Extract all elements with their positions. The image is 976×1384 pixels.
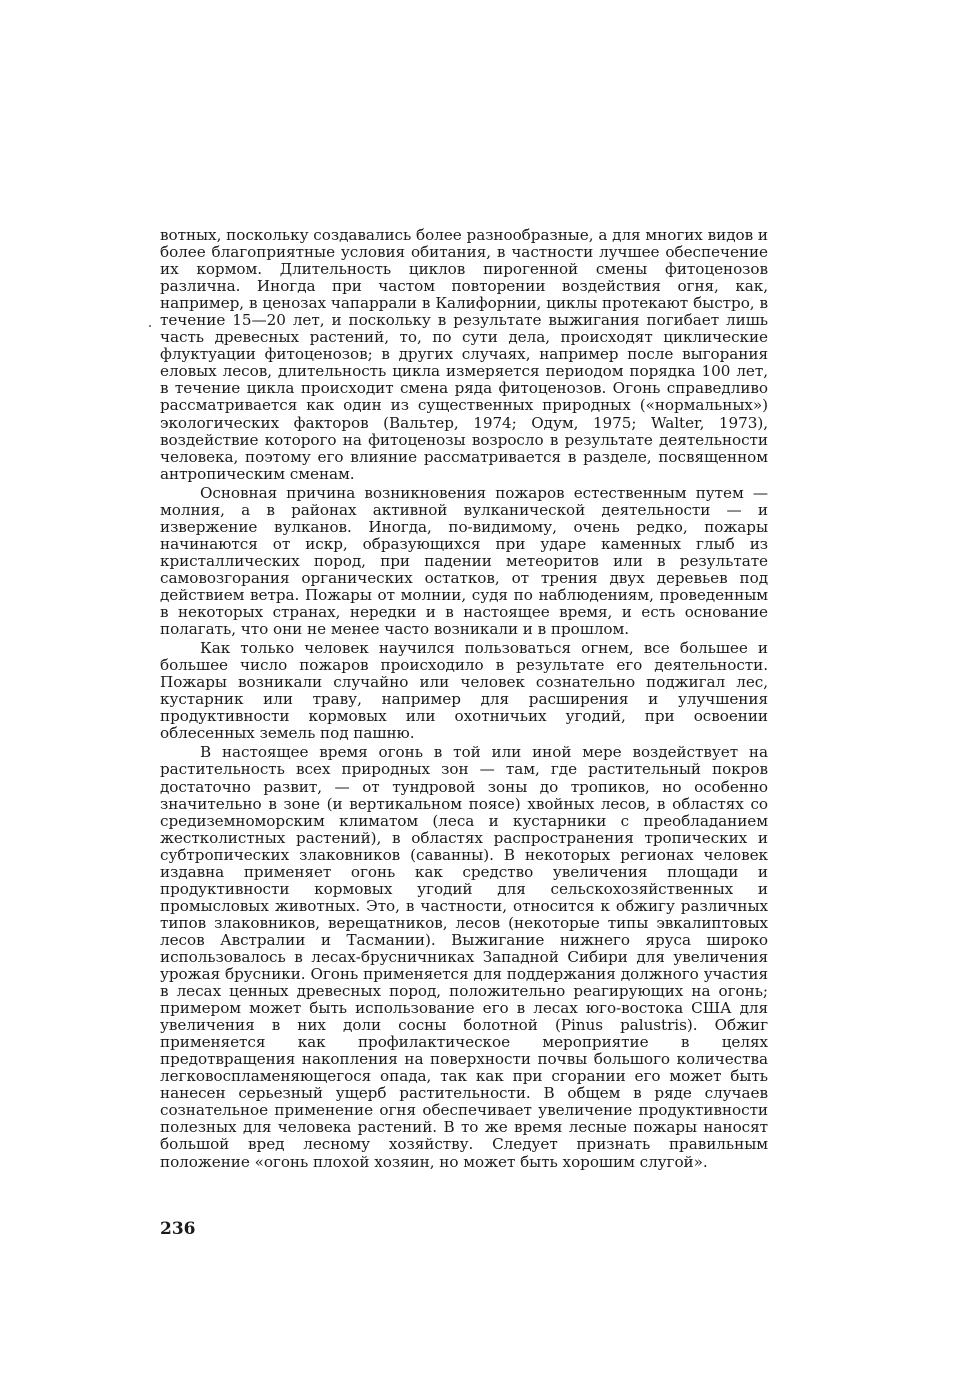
paragraph-natural-causes: Основная причина возникновения пожаров естественным путем — молния, а в районах активной вулканической деятельности — и извержение вулканов. Иногда, по-видимому, очень редко, пожары начинаются от искр, образующихся при ударе каменных глыб из кристаллических пород, при падении метеоритов или в результате самовозгорания органических остатков, от трения двух деревьев под действием ветра. Пожары от молнии, судя по наблюдениям, проведенным в некоторых странах, нередки и в настоящее время, и есть основание полагать, что они не менее часто возникали и в прошлом.	[160, 483, 768, 639]
page-number: 236	[160, 1219, 196, 1239]
margin-mark	[149, 325, 151, 327]
paragraph-continuation: вотных, поскольку создавались более разнообразные, а для многих видов и более благоприятные условия обитания, в частности лучшее обеспечение их кормом. Длительность циклов пирогенной смены фитоценозов различна. Иногда при частом повторении воздействия огня, как, например, в ценозах чапаррали в Калифорнии, циклы протекают быстро, в течение 15—20 лет, и поскольку в результате выжигания погибает лишь часть древесных растений, то, по сути дела, происходят циклические флуктуации фитоценозов; в других случаях, например после выгорания еловых лесов, длительность цикла измеряется периодом порядка 100 лет, в течение цикла происходит смена ряда фитоценозов. Огонь справедливо рассматривается как один из существенных природных («нормальных») экологических факторов (Вальтер, 1974; Одум, 1975; Walter, 1973), воздействие которого на фитоценозы возросло в результате деятельности человека, поэтому его влияние рассматривается в разделе, посвященном антропическим сменам.	[160, 226, 768, 483]
body-text	[160, 227, 768, 1171]
paragraph-human-fires: Как только человек научился пользоваться огнем, все большее и большее число пожаров происходило в результате его деятельности. Пожары возникали случайно или человек сознательно поджигал лес, кустарник или траву, например для расширения и улучшения продуктивности кормовых или охотничьих угодий, при освоении облесенных земель под пашню.	[160, 639, 768, 743]
paragraph-fire-impact: В настоящее время огонь в той или иной мере воздействует на растительность всех природных зон — там, где растительный покров достаточно развит, — от тундровой зоны до тропиков, но особенно значительно в зоне (и вертикальном поясе) хвойных лесов, в областях со средиземноморским климатом (леса и кустарники с преобладанием жестколистных растений), в областях распространения тропических и субтропических злаковников (саванны). В некоторых регионах человек издавна применяет огонь как средство увеличения площади и продуктивности кормовых угодий для сельскохозяйственных и промысловых животных. Это, в частности, относится к обжигу различных типов злаковников, верещатников, лесов (некоторые типы эвкалиптовых лесов Австралии и Тасмании). Выжигание нижнего яруса широко использовалось в лесах-брусничниках Западной Сибири для увеличения урожая брусники. Огонь применяется для поддержания должного участия в лесах ценных древесных пород, положительно реагирующих на огонь; примером может быть использование его в лесах юго-востока США для увеличения в них доли сосны болотной (Pinus palustris). Обжиг применяется как профилактическое мероприятие в целях предотвращения накопления на поверхности почвы большого количества легковоспламеняющегося опада, так как при сгорании его может быть нанесен серьезный ущерб растительности. В общем в ряде случаев сознательное применение огня обеспечивает увеличение продуктивности полезных для человека растений. В то же время лесные пожары наносят большой вред лесному хозяйству. Следует признать правильным положение «огонь плохой хозяин, но может быть хорошим слугой».	[160, 743, 768, 1171]
